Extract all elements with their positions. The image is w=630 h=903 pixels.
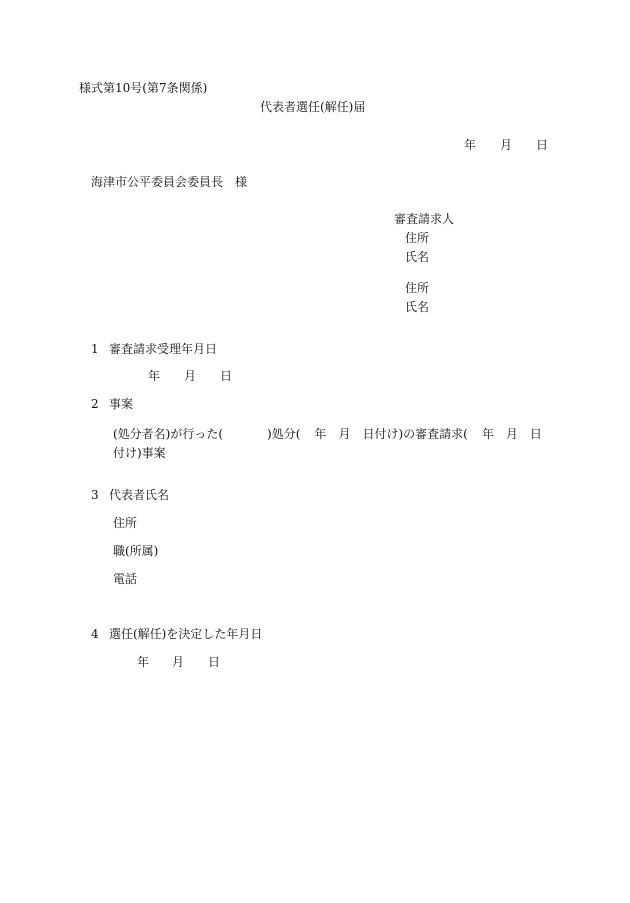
requester-2-address-label: 住所	[405, 281, 430, 295]
section-2-part-7: 月	[505, 427, 518, 441]
requester-1-address-label: 住所	[405, 231, 430, 245]
section-2-body-line-2: 付け)事案	[113, 446, 166, 460]
section-2-part-5: 日付け)の審査請求(	[362, 427, 468, 441]
submission-date-day: 日	[536, 138, 549, 152]
section-2-part-8: 日	[529, 427, 542, 441]
section-2-part-3: 年	[314, 427, 327, 441]
form-number: 様式第10号(第7条関係)	[79, 81, 208, 95]
section-1-month: 月	[184, 369, 197, 383]
section-3-number: 3	[91, 488, 99, 502]
section-4-day: 日	[208, 655, 221, 669]
submission-date-month: 月	[500, 138, 513, 152]
addressee: 海津市公平委員会委員長 様	[91, 175, 248, 189]
section-4-number: 4	[91, 627, 99, 641]
section-2-part-4: 月	[338, 427, 351, 441]
section-3-heading: 代表者氏名	[109, 488, 170, 502]
section-3-field-position: 職(所属)	[113, 544, 159, 558]
section-4-heading: 選任(解任)を決定した年月日	[109, 627, 263, 641]
section-2-heading: 事案	[109, 397, 134, 411]
section-2-number: 2	[91, 397, 99, 411]
section-2-part-6: 年	[481, 427, 494, 441]
requester-heading: 審査請求人	[394, 212, 455, 226]
section-3-field-phone: 電話	[113, 572, 138, 586]
requester-2-name-label: 氏名	[405, 300, 430, 314]
section-4-year: 年	[137, 655, 150, 669]
section-2-part-2: )処分(	[267, 427, 301, 441]
section-1-year: 年	[148, 369, 161, 383]
requester-1-name-label: 氏名	[405, 250, 430, 264]
section-2-body-line-1	[113, 428, 542, 440]
submission-date-year: 年	[464, 138, 477, 152]
section-1-day: 日	[220, 369, 233, 383]
section-3-field-address: 住所	[113, 516, 138, 530]
form-title: 代表者選任(解任)届	[260, 100, 366, 114]
section-4-month: 月	[172, 655, 185, 669]
section-1-number: 1	[91, 342, 99, 356]
section-1-heading: 審査請求受理年月日	[109, 342, 218, 356]
section-2-part-1: (処分者名)が行った(	[113, 427, 224, 441]
